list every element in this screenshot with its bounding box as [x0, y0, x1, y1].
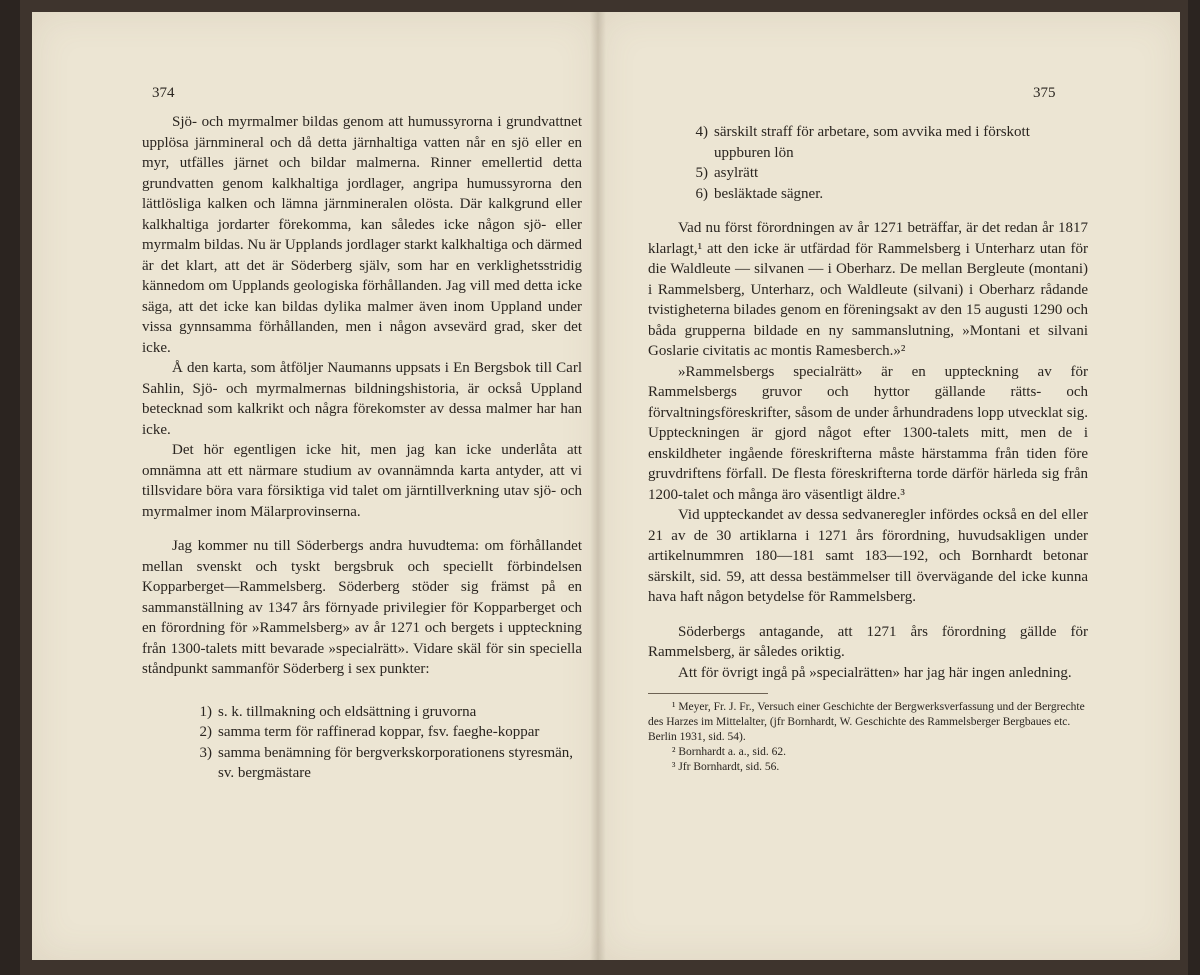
numbered-list [142, 702, 582, 784]
left-page-text [142, 112, 582, 784]
book-gutter [590, 12, 606, 960]
footnotes [648, 693, 1088, 775]
list-text: s. k. tillmakning och eldsättning i gruvorna [218, 703, 477, 720]
list-text: särskilt straff för arbetare, som avvika med i förskott uppburen lön [714, 124, 1030, 161]
footnote: ² Bornhardt a. a., sid. 62. [672, 746, 786, 758]
list-item [182, 702, 582, 723]
list-number: 3) [199, 744, 212, 761]
paragraph: Söderbergs antagande, att 1271 års förordning gällde för Rammelsberg, är således oriktig. [648, 623, 1088, 660]
list-text: samma term för raffinerad koppar, fsv. faeghe-koppar [218, 724, 540, 740]
numbered-list [648, 122, 1088, 204]
footnote: ¹ Meyer, Fr. J. Fr., Versuch einer Geschichte der Bergwerksverfassung und der Bergrechte des Harzes im Mittelalter, (jfr Bornhardt, W. Geschichte des Rammelsberger Bergbaues etc. Berlin 1931, sid. 54). [648, 701, 1085, 743]
list-item [678, 163, 1088, 184]
list-item [182, 743, 582, 784]
footnote: ³ Jfr Bornhardt, sid. 56. [672, 761, 780, 773]
paragraph: Sjö- och myrmalmer bildas genom att humussyrorna i grundvattnet upplösa järnmineral och då detta järnhaltiga vatten når en sjö eller en myr, utfälles järnet och bildar malmerna. Rinner emellertid detta grundvatten genom kalkhaltiga jordlager, angripa humussyrorna den lättlösliga kalken och lämna järnmineralen olösta. Där kalkgrund eller kalkhaltiga jordarter förekomma, kan således icke någon sjö- eller myrmalm bildas. Nu är Upplands jordlager starkt kalkhaltiga och därmed är det klart, att det är Söderberg själv, som har en verklighetsstridig kännedom om Upplands geologiska förhållanden. Jag vill med detta icke säga, att det icke kan bildas dylika malmer även inom Uppland under vissa gynnsamma förhållanden, men i någon avsevärd grad, sker det icke. [142, 114, 582, 356]
list-number: 4) [695, 124, 708, 140]
paragraph: Att för övrigt ingå på »specialrätten» har jag här ingen anledning. [678, 664, 1072, 681]
footnote-rule [648, 693, 768, 694]
list-number: 1) [199, 703, 212, 720]
list-number: 6) [695, 185, 708, 202]
paragraph: Å den karta, som åtföljer Naumanns uppsats i En Bergsbok till Carl Sahlin, Sjö- och myrmalmernas bildningshistoria, är också Uppland betecknad som kalkrikt och några förekomster av dessa malmer har han icke. [142, 360, 582, 438]
list-item [678, 122, 1088, 163]
list-text: besläktade sägner. [714, 185, 824, 202]
page-number-left: 374 [152, 85, 175, 101]
paragraph: Jag kommer nu till Söderbergs andra huvudtema: om förhållandet mellan svenskt och tyskt bergsbruk och speciellt förbindelsen Kopparberget—Rammelsberg. Söderberg stöder sig främst på en sammanställning av 1347 års förnyade privilegier för Kopparberget och en förordning för »Rammelsberg» av år 1271 och bergets i uppteckning från 1300-talets mitt bevarade »specialrätt». Vidare skäl för sin speciella ståndpunkt sammanför Söderberg i sex punkter: [142, 538, 582, 677]
left-page [32, 12, 599, 960]
page-number-right: 375 [1033, 85, 1056, 101]
paragraph: »Rammelsbergs specialrätt» är en uppteckning av för Rammelsbergs gruvor och hyttor gällande rätts- och förvaltningsföreskrifter, såsom de under århundradens lopp utvecklat sig. Uppteckningen är gjord något efter 1300-talets mitt, men de i enskildheter ingående föreskrifterna måste härstamma från tiden före gruvdriftens förfall. De flesta föreskrifterna torde därför härleda sig från 1200-talet och många äro väsentligt äldre.³ [648, 363, 1088, 503]
paragraph: Vid uppteckandet av dessa sedvaneregler infördes också en del eller 21 av de 30 artiklarna i 1271 års förordning, huvudsakligen under artikelnummren 180—181 samt 183—192, och Bornhardt betonar särskilt, sid. 59, att dessa bestämmelser till övervägande del icke kunna hava haft någon betydelse för Rammelsberg. [648, 507, 1088, 605]
right-page-text [648, 122, 1088, 775]
list-item [678, 184, 1088, 205]
list-number: 5) [695, 165, 708, 181]
right-page [598, 12, 1180, 960]
list-number: 2) [199, 724, 212, 740]
list-item [182, 722, 582, 743]
list-text: samma benämning för bergverkskorporationens styresmän, sv. bergmästare [218, 744, 574, 781]
paragraph: Vad nu först förordningen av år 1271 beträffar, är det redan år 1817 klarlagt,¹ att den icke är utfärdad för Rammelsberg i Unterharz utan för die Waldleute — silvanen — i Oberharz. De mellan Bergleute (montani) i Rammelsberg, Unterharz, och Waldleute (silvani) i Oberharz rådande tvistigheterna bilades genom en föreningsakt av den 15 augusti 1290 och båda grupperna bildade en ny sammanslutning, »Montani et silvani Goslarie civitatis ac montis Ramesberch.»² [648, 220, 1088, 359]
paragraph: Det hör egentligen icke hit, men jag kan icke underlåta att omnämna att ett närmare studium av ovannämnda karta antyder, att vi tillsvidare böra vara försiktiga vid talet om järntillverkning utav sjö- och myrmalmer inom Mälarprovinserna. [142, 442, 582, 520]
list-text: asylrätt [714, 165, 759, 181]
